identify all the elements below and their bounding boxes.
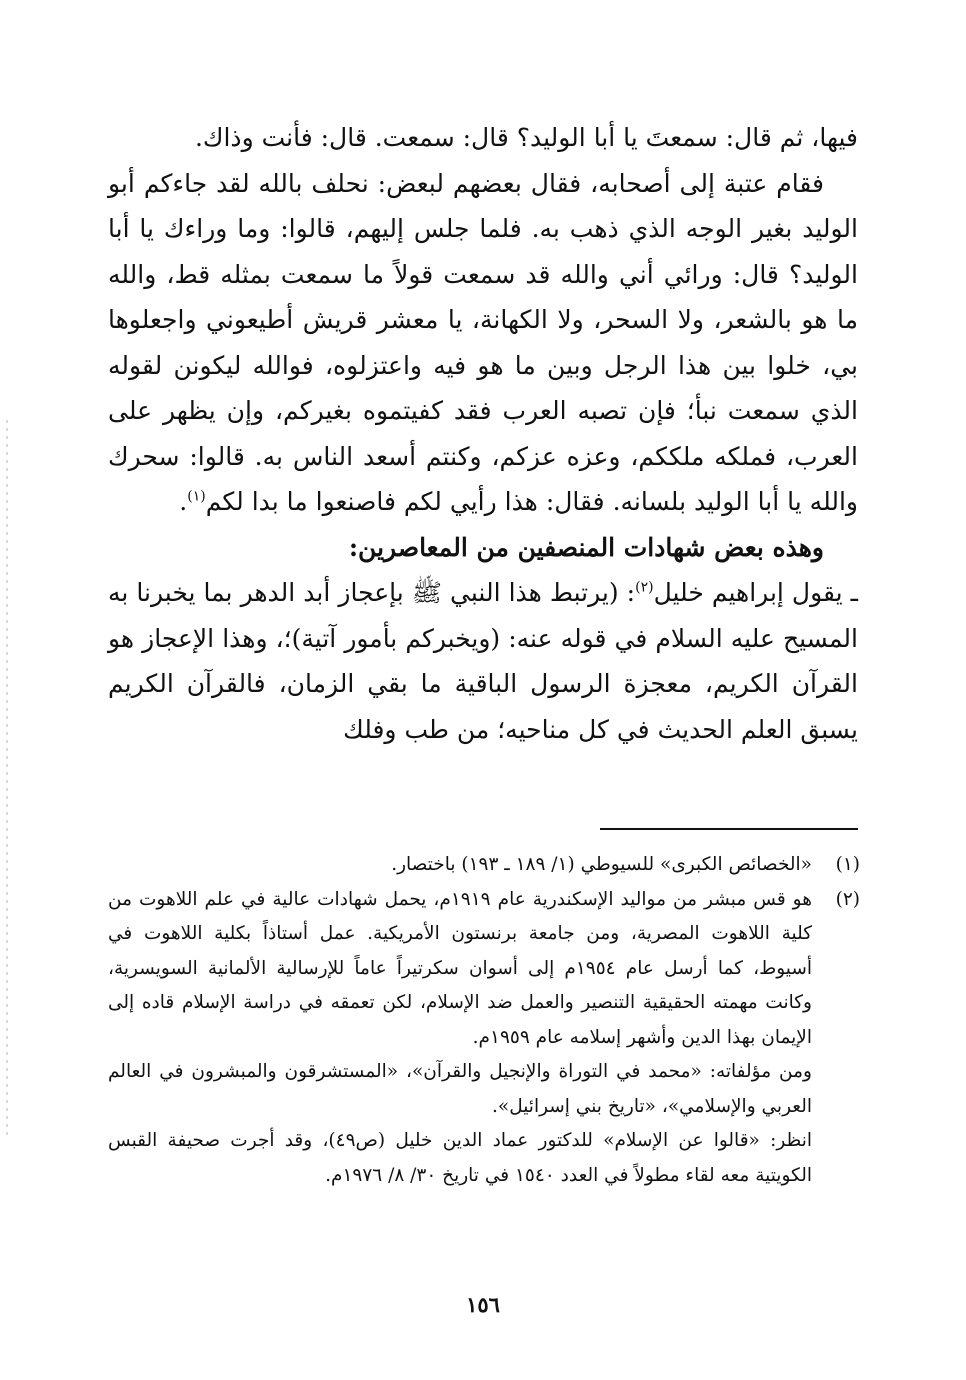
paragraph-2 — [108, 161, 858, 525]
paragraph-1-text: فيها، ثم قال: سمعتَ يا أبا الوليد؟ قال: سمعت. قال: فأنت وذاك. — [194, 123, 858, 152]
footnote-2-source: انظر: «قالوا عن الإسلام» للدكتور عماد الدين خليل (ص٤٩)، وقد أجرت صحيفة القبس الكويتية معه لقاء مطولاً في العدد ١٥٤٠ في تاريخ ٣٠/ ٨/ ١٩٧٦م. — [108, 1130, 812, 1186]
footnote-ref-1[interactable]: (١) — [187, 488, 206, 505]
footnote-2 — [108, 883, 860, 1056]
footnote-divider — [600, 828, 858, 830]
footnotes — [108, 848, 860, 1193]
paragraph-2-end: . — [179, 487, 188, 516]
footnote-ref-2[interactable]: (٢) — [635, 579, 654, 596]
footnote-2-text: هو قس مبشر من مواليد الإسكندرية عام ١٩١٩م، يحمل شهادات عالية في علم اللاهوت من كلية اللاهوت المصرية، ومن جامعة برنستون الأمريكية. عمل أستاذاً بكلية اللاهوت في أسيوط، كما أرسل عام ١٩٥٤م إلى أسوان سكرتيراً عاماً للإرسالية الألمانية السويسرية، وكانت مهمته الحقيقية التنصير والعمل ضد الإسلام، لكن تعمقه في دراسة الإسلام قاده إلى الإيمان بهذا الدين وأشهر إسلامه عام ١٩٥٩م. — [108, 888, 812, 1048]
paragraph-1 — [108, 115, 858, 161]
footnote-2-number: (٢) — [835, 888, 860, 910]
section-heading: وهذه بعض شهادات المنصفين من المعاصرين: — [348, 532, 824, 562]
paragraph-3 — [108, 570, 858, 752]
footnote-1-number: (١) — [835, 854, 860, 875]
page-number: ١٥٦ — [466, 1292, 500, 1317]
footnote-2-works: ومن مؤلفاته: «محمد في التوراة والإنجيل والقرآن»، «المستشرقون والمبشرون في العالم العربي والإسلامي»، «تاريخ بني إسرائيل». — [108, 1061, 812, 1117]
main-text — [108, 115, 858, 752]
footnote-1 — [108, 848, 860, 883]
paragraph-2-text: فقام عتبة إلى أصحابه، فقال بعضهم لبعض: نحلف بالله لقد جاءكم أبو الوليد بغير الوجه الذي ذهب به. فلما جلس إليهم، قالوا: وما وراءك يا أبا الوليد؟ قال: ورائي أني والله قد سمعت قولاً ما سمعت بمثله قط، والله ما هو بالشعر، ولا السحر، ولا الكهانة، يا معشر قريش أطيعوني واجعلوها بي، خلوا بين هذا الرجل وبين ما هو فيه واعتزلوه، فوالله ليكونن لقوله الذي سمعت نبأ؛ فإن تصبه العرب فقد كفيتموه بغيركم، وإن يظهر على العرب، فملكه ملككم، وعزه عزكم، وكنتم أسعد الناس به. قالوا: سحرك والله يا أبا الوليد بلسانه. فقال: هذا رأيي لكم فاصنعوا ما بدا لكم — [108, 168, 858, 516]
footnote-1-text: «الخصائص الكبرى» للسيوطي (١/ ١٨٩ ـ ١٩٣) باختصار. — [391, 854, 812, 875]
scan-edge-mark — [6, 420, 8, 1140]
paragraph-3-text: : (يرتبط هذا النبي ﷺ بإعجاز أبد الدهر بما يخبرنا به المسيح عليه السلام في قوله عنه: (ويخبركم بأمور آتية)؛، وهذا الإعجاز هو القرآن الكريم، معجزة الرسول الباقية ما بقي الزمان، فالقرآن الكريم يسبق العلم الحديث في كل مناحيه؛ من طب وفلك — [108, 578, 859, 744]
paragraph-3-start: ـ يقول إبراهيم خليل — [653, 578, 858, 607]
